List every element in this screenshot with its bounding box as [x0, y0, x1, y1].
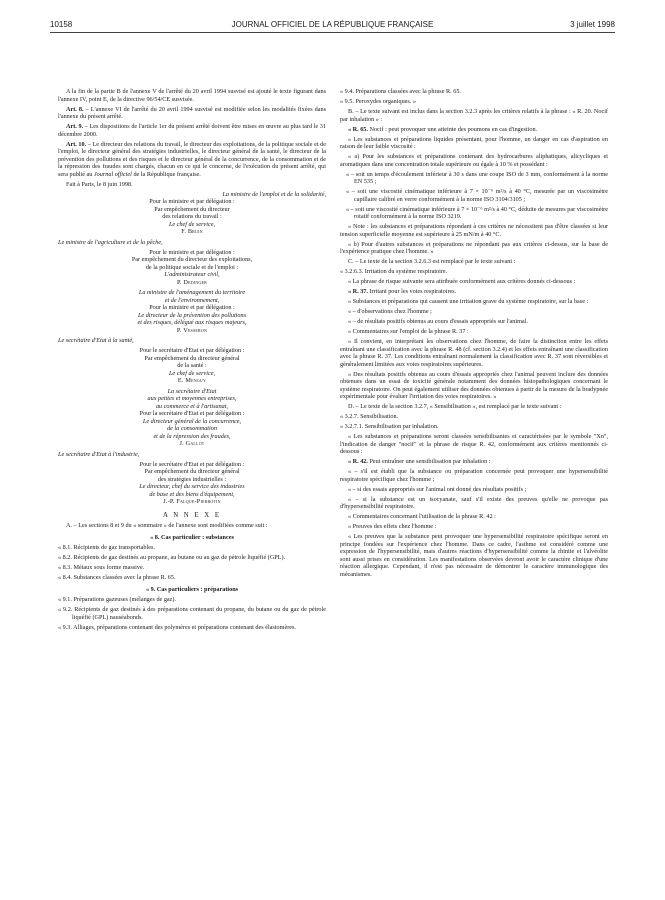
- paragraph: « Les substances et préparations liquides présentant, pour l'homme, un danger en cas d'aspiration en raison de leur faible viscosité :: [340, 135, 608, 150]
- paragraph: A la fin de la partie B de l'annexe V de l'arrêté du 20 avril 1994 susvisé est ajouté le texte figurant dans l'annexe IV, point E, de la directive 96/54/CE susvisée.: [58, 88, 326, 103]
- note: « Note : les substances et préparations répondant à ces critères ne nécessitent pas d'être classées si leur tension superficielle moyenne est supérieure à 25 mN/m à 40 °C.: [340, 223, 608, 238]
- left-column: [58, 88, 326, 634]
- paragraph: « La phrase de risque suivante sera attribuée conformément aux critères donnés ci-dessous :: [348, 278, 576, 285]
- paragraph: « – de résultats positifs obtenus au cours d'essais appropriés sur l'animal.: [348, 318, 528, 325]
- criteria-item: « – soit une viscosité cinématique inférieure à 7 × 10⁻⁶ m²/s à 40 °C, mesurée par un viscosimètre capillaire calibré en verre conformément à la norme ISO 3104/3105 ;: [346, 188, 608, 203]
- list-item: « 9.2. Récipients de gaz destinés à des préparations contenant du propane, du butane ou du gaz de pétrole liquéfié (GPL) nauséabonds.: [58, 606, 326, 621]
- paragraph-b: « b) Pour d'autres substances et préparations ne répondant pas aux critères ci-dessus, sur la base de l'expérience pratique chez l'homme. »: [340, 240, 608, 255]
- paragraph: « Preuves des effets chez l'homme :: [348, 523, 437, 530]
- section-8-list: [58, 544, 326, 582]
- annex-paragraph-c: C. – Le texte de la section 3.2.6.3 est remplacé par le texte suivant :: [348, 258, 516, 265]
- annex-paragraph-d: D. – Le texte de la section 3.2.7, « Sensibilisation », est remplacé par le texte suivant :: [348, 403, 562, 410]
- fait-a-paris: Fait à Paris, le 8 juin 1998.: [66, 180, 133, 188]
- signature-block-sante: Le secrétaire d'Etat à la santé, Pour le secrétaire d'Etat et par délégation : Par empêchement du directeur général de la santé : Le chef de service, E. Menguy: [58, 337, 245, 384]
- page-number: 10158: [50, 20, 73, 29]
- signature-block-commerce: La secrétaire d'Etat aux petites et moyennes entreprises, au commerce et à l'artisanat, Pour la secrétaire d'Etat et par délégation : Le directeur général de la concurrence, de la consommation et de la répression des fraudes, J. Gallot: [139, 387, 245, 447]
- journal-title: JOURNAL OFFICIEL DE LA RÉPUBLIQUE FRANÇAISE: [231, 20, 434, 29]
- paragraph: « Les preuves que la substance peut provoquer une hypersensibilité respiratoire spécifique seront en principe fondées sur l'expérience chez l'homme. Dans ce cadre, l'asthme est considéré comme une expression de l'hypersensibilité, mais d'autres réactions d'hypersensibilité comme la rhinite et l'alvéolite sont aussi prises en considération. Les manifestations observées devront avoir le caractère clinique d'une réaction allergique. Cependant, il n'est pas nécessaire de démontrer le caractère immunologique des mécanismes.: [340, 533, 608, 578]
- annex-title: A N N E X E: [162, 511, 222, 519]
- paragraph: « Substances et préparations qui causent une irritation grave du système respiratoire, sur la base :: [348, 298, 589, 305]
- section-3263-title: « 3.2.6.3. Irritation du système respiratoire.: [340, 268, 448, 275]
- section-8-title: « 8. Cas particulier : substances: [150, 533, 234, 541]
- article-10: Art. 10. – Le directeur des relations du travail, le directeur des exploitations, de la politique sociale et de l'emploi, le directeur général des stratégies industrielles, le directeur général de la santé, le directeur de la prévention des pollutions et des risques et le directeur général de la concurrence, de la consommation et de la répression des fraudes sont chargés, chacun en ce qui le concerne, de l'exécution du présent arrêté, qui sera publié au Journal officiel de la République française.: [58, 140, 326, 178]
- list-item: « 8.2. Récipients de gaz destinés au propane, au butane ou au gaz de pétrole liquéfié (GPL).: [58, 554, 286, 561]
- section-9-list: [58, 596, 326, 631]
- section-9-list-continued: [340, 88, 608, 106]
- phrase-r65: « R. 65. Nocif : peut provoquer une atteinte des poumons en cas d'ingestion.: [348, 125, 538, 133]
- phrase-r37: « R. 37. Irritant pour les voies respiratoires.: [348, 288, 457, 295]
- paragraph: « Les substances et préparations seront classées sensibilisantes et caractérisées par le symbole "Xn", l'indication de danger "nocif" et la phrase de risque R. 42, conformément aux critères mentionnés ci-dessous :: [340, 433, 608, 455]
- list-item: « 9.4. Préparations classées avec la phrase R. 65.: [340, 88, 461, 95]
- criteria-item: « – soit un temps d'écoulement inférieur à 30 s dans une coupe ISO de 3 mm, conformément à la norme EN 535 ;: [346, 170, 608, 185]
- list-item: « 8.1. Récipients de gaz transportables.: [58, 544, 155, 551]
- paragraph: « – s'il est établi que la substance ou préparation concernée peut provoquer une hypersensibilité respiratoire spécifique chez l'homme ;: [340, 468, 608, 483]
- paragraph: « – si la substance est un isocyanate, sauf s'il existe des preuves qu'elle ne provoque pas d'hypersensibilité respiratoire.: [340, 495, 608, 510]
- list-item: « 8.4. Substances classées avec la phrase R. 65.: [58, 574, 176, 581]
- annex-paragraph-b: B. – Le texte suivant est inclus dans la section 3.2.3 après les critères relatifs à la phrase : « R. 20. Nocif par inhalation » :: [340, 108, 608, 123]
- paragraph: « Il convient, en interprétant les observations chez l'homme, de faire la distinction entre les effets entraînant une classification avec la phrase R. 48 (cf. section 3.2.4) et les effets entraînant une classification avec la phrase R. 37. Les conditions entraînant normalement la classification avec R. 37 sont réversibles et généralement limitées aux voies respiratoires supérieures.: [340, 338, 608, 368]
- list-item: « 9.1. Préparations gazeuses (mélanges de gaz).: [58, 596, 177, 603]
- paragraph: « – d'observations chez l'homme ;: [348, 308, 432, 315]
- right-column: [340, 88, 608, 581]
- paragraph: « Commentaires concernant l'utilisation de la phrase R. 42 :: [348, 513, 496, 520]
- signature-block-agriculture: Le ministre de l'agriculture et de la pêche, Pour le ministre et par délégation : Par empêchement du directeur des exploitations, de la politique sociale et de l'emploi : L'administrateur civil, P. Dedinger: [58, 238, 253, 286]
- page-header: [50, 18, 615, 33]
- section-3271-title: « 3.2.7.1. Sensibilisation par inhalation.: [340, 423, 439, 430]
- section-9-title: « 9. Cas particuliers : préparations: [145, 585, 239, 593]
- article-9: Art. 9. – Les dispositions de l'article 1er du présent arrêté doivent être mises en œuvre au plus tard le 31 décembre 2000.: [58, 123, 326, 138]
- list-item: « 9.3. Alliages, préparations contenant des polymères et préparations contenant des élastomères.: [58, 623, 296, 631]
- paragraph: « Des résultats positifs obtenus au cours d'essais appropriés chez l'animal peuvent inclure des données obtenues dans un essai de toxicité générale notamment des données histopathologiques concernant le système respiratoire. On peut également utiliser des données obtenues à partir de la mesure de la bradypnée expérimentale pour évaluer l'irritation des voies respiratoires. »: [340, 370, 608, 400]
- issue-date: 3 juillet 1998: [570, 20, 615, 29]
- paragraph: « Commentaires sur l'emploi de la phrase R. 37 :: [348, 328, 469, 335]
- list-item: « 8.3. Métaux sous forme massive.: [58, 564, 145, 571]
- article-8: Art. 8. – L'annexe VI de l'arrêté du 20 avril 1994 susvisé est modifiée selon les modalités fixées dans l'annexe du présent arrêté.: [58, 105, 326, 120]
- phrase-r42: « R. 42. Peut entraîner une sensibilisation par inhalation :: [348, 458, 491, 465]
- paragraph-a: « a) Pour les substances et préparations contenant des hydrocarbures aliphatiques, alicycliques et aromatiques dans une concentration totale supérieure ou égale à 10 % et possédant :: [340, 153, 608, 168]
- paragraph: « – si des essais appropriés sur l'animal ont donné des résultats positifs ;: [348, 485, 527, 493]
- criteria-item: « – soit une viscosité cinématique inférieure à 7 × 10⁻⁶ m²/s à 40 °C, déduite de mesures par viscosimètre rotatif conformément à la norme ISO 3219.: [346, 205, 608, 220]
- signature-block-emploi: La ministre de l'emploi et de la solidarité, Pour la ministre et par délégation : Par empêchement du directeur des relations du travail : Le chef de service, F. Bruin: [149, 190, 326, 235]
- signature-block-amenagement: La ministre de l'aménagement du territoire et de l'environnement, Pour la ministre et par délégation : Le directeur de la prévention des pollutions et des risques, délégué aux risques majeurs, P. Vesseron: [137, 289, 247, 334]
- list-item: « 9.5. Peroxydes organiques. »: [340, 98, 417, 105]
- section-327-title: « 3.2.7. Sensibilisation.: [340, 413, 399, 420]
- signature-block-industrie: Le secrétaire d'Etat à l'industrie, Pour le secrétaire d'Etat et par délégation : Par empêchement du directeur général des stratégies industrielles : Le directeur, chef du service des industries de base et des biens d'équipement, J.-P. Falque-Pierrotin: [58, 450, 245, 505]
- annex-paragraph-a: A. – Les sections 8 et 9 du « sommaire » de l'annexe sont modifiées comme suit :: [66, 522, 268, 529]
